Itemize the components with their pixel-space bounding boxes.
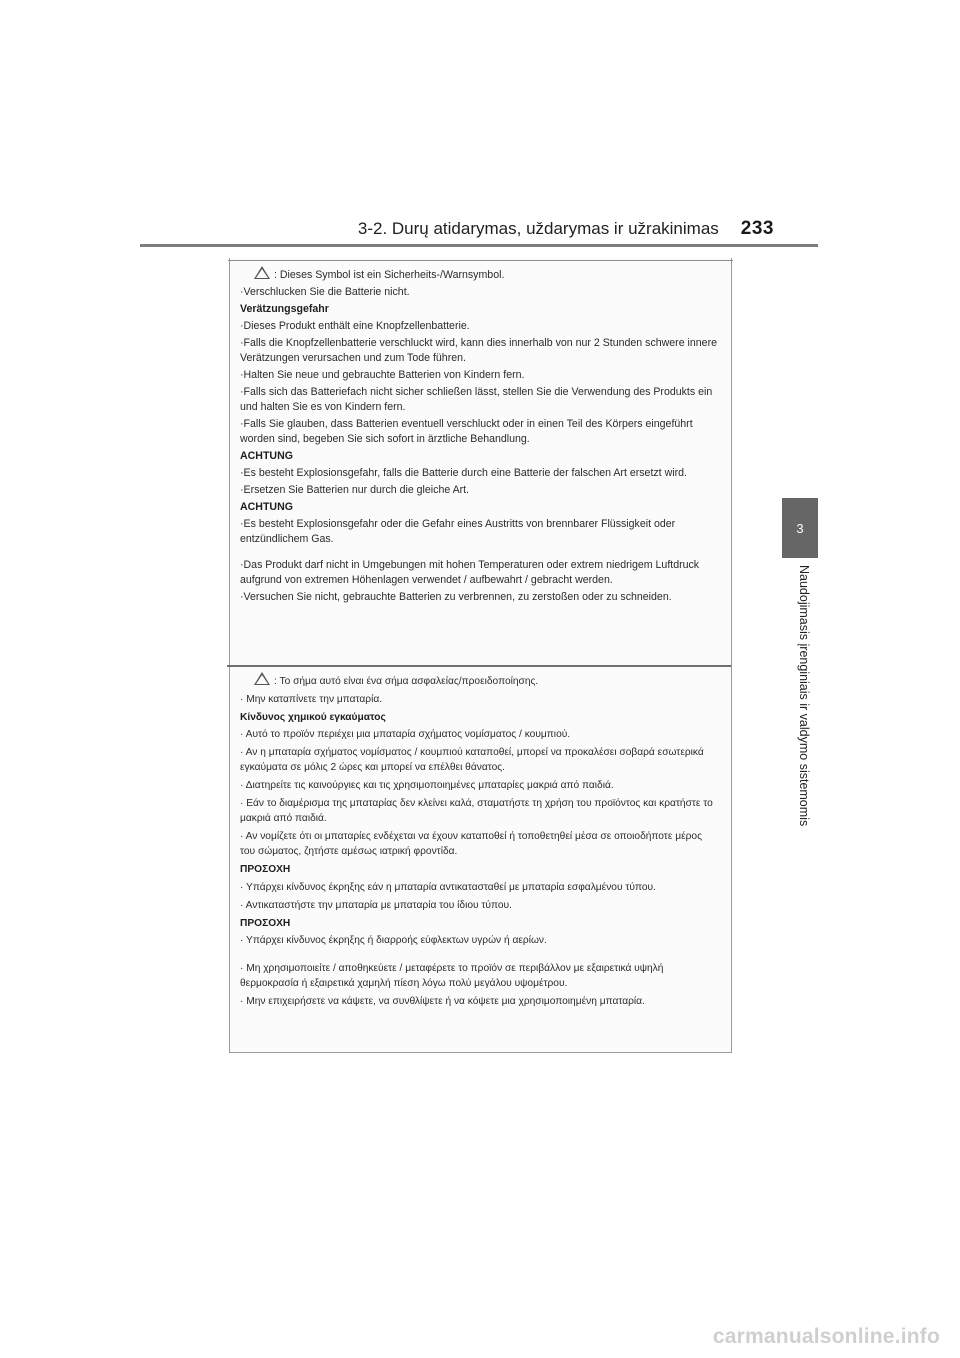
line-text: ·Falls sich das Batteriefach nicht sicher schließen lässt, stellen Sie die Verwendung des Produkts ein und halten Sie es von Kindern fern. xyxy=(240,386,713,413)
warning-line xyxy=(240,368,719,383)
warning-triangle-icon xyxy=(254,266,270,279)
warning-heading xyxy=(240,710,719,725)
page-number: 233 xyxy=(740,218,774,239)
line-text: ·Halten Sie neue und gebrauchte Batterien von Kindern fern. xyxy=(240,369,525,382)
german-warning-text xyxy=(240,266,719,607)
warning-triangle-icon xyxy=(254,672,270,685)
warning-line xyxy=(240,829,719,860)
warning-line xyxy=(240,336,719,365)
page-header xyxy=(140,212,818,246)
warning-line xyxy=(240,745,719,776)
line-text: ·Versuchen Sie nicht, gebrauchte Batterien zu verbrennen, zu zerstoßen oder zu schneiden. xyxy=(240,591,672,604)
line-text: · Αν νομίζετε ότι οι μπαταρίες ενδέχεται να έχουν καταποθεί ή τοποθετηθεί μέσα σε οποιοδήποτε μέρος του σώματος, ζητήστε αμέσως ιατρική φροντίδα. xyxy=(240,831,702,858)
line-text: ΠΡΟΣΟΧΗ xyxy=(240,864,291,876)
line-text: · Υπάρχει κίνδυνος έκρηξης εάν η μπαταρία αντικατασταθεί με μπαταρία εσφαλμένου τύπου. xyxy=(240,882,656,894)
chapter-side-label: Naudojimasis įrenginiais ir valdymo sistemomis xyxy=(797,565,811,827)
line-text: : Το σήμα αυτό είναι ένα σήμα ασφαλείας/προειδοποίησης. xyxy=(274,676,539,687)
warning-line xyxy=(240,994,719,1009)
warning-line xyxy=(240,319,719,334)
warning-heading xyxy=(240,449,719,464)
warning-heading xyxy=(240,862,719,877)
line-text: ΠΡΟΣΟΧΗ xyxy=(240,917,291,929)
warning-line xyxy=(240,483,719,498)
warning-line xyxy=(240,417,719,446)
line-text: · Υπάρχει κίνδυνος έκρηξης ή διαρροής εύφλεκτων υγρών ή αερίων. xyxy=(240,935,547,947)
warning-line xyxy=(240,466,719,481)
line-text: ·Das Produkt darf nicht in Umgebungen mit hohen Temperaturen oder extrem niedrigem Luftdruck aufgrund von extremen Höhenlagen verwendet / aufbewahrt / gebracht werden. xyxy=(240,559,700,586)
line-text: ·Ersetzen Sie Batterien nur durch die gleiche Art. xyxy=(240,483,470,496)
warning-line xyxy=(240,672,719,689)
warning-line xyxy=(240,727,719,742)
line-text: · Μην επιχειρήσετε να κάψετε, να συνθλίψετε ή να κόψετε μια χρησιμοποιημένη μπαταρία. xyxy=(240,995,645,1007)
line-text: · Αν η μπαταρία σχήματος νομίσματος / κουμπιού καταποθεί, μπορεί να προκαλέσει σοβαρά εσωτερικά εγκαύματα σε μόλις 2 ώρες και μπορεί να επέλθει θάνατος. xyxy=(240,747,704,774)
line-text: ACHTUNG xyxy=(240,449,293,462)
line-text: ·Es besteht Explosionsgefahr, falls die Batterie durch eine Batterie der falschen Art ersetzt wird. xyxy=(240,466,687,479)
line-text: ·Falls Sie glauben, dass Batterien eventuell verschluckt oder in einen Teil des Körpers eingeführt worden sind, begeben Sie sich sofort in ärztliche Behandlung. xyxy=(240,417,693,445)
line-text: · Μη χρησιμοποιείτε / αποθηκεύετε / μεταφέρετε το προϊόν σε περιβάλλον με εξαιρετικά υψηλή θερμοκρασία ή εξαιρετικά χαμηλή πίεση λόγω πολύ μεγάλου υψομέτρου. xyxy=(240,962,664,990)
line-text: · Μην καταπίνετε την μπαταρία. xyxy=(240,693,383,705)
warning-line xyxy=(240,385,719,414)
warning-line xyxy=(240,961,719,992)
warning-line xyxy=(240,933,719,948)
watermark: carmanualsonline.info xyxy=(712,1325,940,1348)
header-rule xyxy=(140,244,818,247)
line-text: ACHTUNG xyxy=(240,501,293,514)
section-title: 3-2. Durų atidarymas, uždarymas ir užrakinimas xyxy=(357,219,719,238)
language-divider xyxy=(227,665,731,667)
line-text: ·Dieses Produkt enthält eine Knopfzellenbatterie. xyxy=(240,320,470,333)
line-text: · Αυτό το προϊόν περιέχει μια μπαταρία σχήματος νομίσματος / κουμπιού. xyxy=(240,729,571,741)
greek-warning-text xyxy=(240,672,719,1012)
warning-heading xyxy=(240,916,719,931)
warning-line xyxy=(240,880,719,895)
warning-line xyxy=(240,590,719,605)
warning-line xyxy=(240,266,719,283)
line-text: Verätzungsgefahr xyxy=(240,303,329,316)
warning-line xyxy=(240,558,719,587)
line-text: ·Es besteht Explosionsgefahr oder die Gefahr eines Austritts von brennbarer Flüssigkeit oder entzündlichem Gas. xyxy=(240,518,676,545)
chapter-number: 3 xyxy=(796,520,804,536)
warning-line xyxy=(240,285,719,300)
warning-line xyxy=(240,517,719,546)
warning-heading xyxy=(240,302,719,317)
chapter-tab xyxy=(782,498,818,558)
line-text: ·Falls die Knopfzellenbatterie verschluckt wird, kann dies innerhalb von nur 2 Stunden schwere innere Verätzungen verursachen und zum Tode führen. xyxy=(240,337,717,365)
warning-line xyxy=(240,796,719,827)
warning-line xyxy=(240,692,719,707)
warning-heading xyxy=(240,500,719,515)
warning-line xyxy=(240,778,719,793)
line-text: Κίνδυνος χημικού εγκαύματος xyxy=(240,711,386,723)
line-text: · Διατηρείτε τις καινούργιες και τις χρησιμοποιημένες μπαταρίες μακριά από παιδιά. xyxy=(240,780,614,792)
warning-line xyxy=(240,898,719,913)
line-text: · Εάν το διαμέρισμα της μπαταρίας δεν κλείνει καλά, σταματήστε τη χρήση του προϊόντος και κρατήστε το μακριά από παιδιά. xyxy=(240,798,713,825)
line-text: ·Verschlucken Sie die Batterie nicht. xyxy=(240,286,410,299)
line-text: · Αντικαταστήστε την μπαταρία με μπαταρία του ίδιου τύπου. xyxy=(240,899,512,911)
scanned-label-image xyxy=(229,258,732,1053)
line-text: : Dieses Symbol ist ein Sicherheits-/Warnsymbol. xyxy=(274,269,505,281)
